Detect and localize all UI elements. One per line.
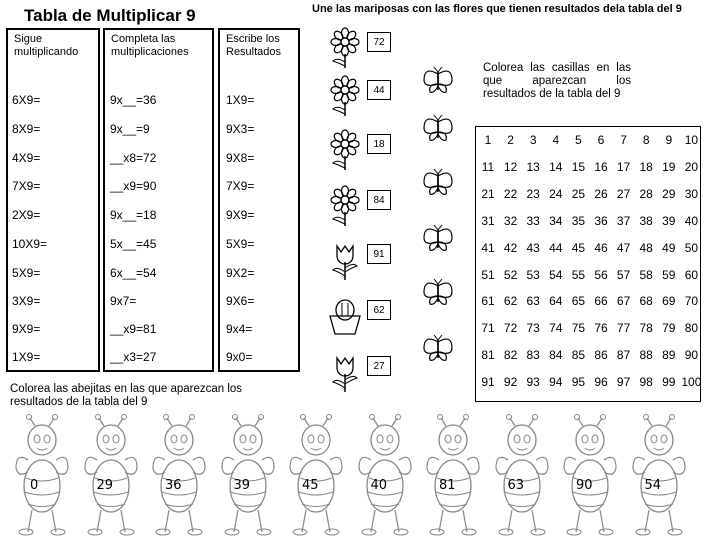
- bee-number: 63: [507, 478, 525, 493]
- grid-number-cell[interactable]: 58: [639, 267, 653, 282]
- flower-icon: [322, 26, 368, 70]
- grid-number-cell[interactable]: 43: [526, 240, 540, 255]
- grid-number-cell[interactable]: 82: [503, 348, 518, 363]
- grid-number-cell[interactable]: 21: [481, 186, 495, 201]
- exercise-cell[interactable]: 7X9=: [12, 179, 41, 193]
- grid-number-cell[interactable]: 32: [503, 213, 518, 228]
- grid-number-cell[interactable]: 9: [665, 133, 673, 147]
- butterfly-icon[interactable]: [420, 114, 456, 144]
- grid-number-cell[interactable]: 90: [684, 348, 699, 363]
- bee-icon[interactable]: [220, 412, 276, 536]
- exercise-cell[interactable]: __x9=81: [110, 322, 157, 336]
- exercise-cell[interactable]: 9x__=36: [110, 93, 157, 107]
- grid-number-cell[interactable]: 70: [684, 294, 699, 309]
- grid-number-cell[interactable]: 48: [639, 240, 653, 255]
- bee-icon[interactable]: [631, 412, 687, 536]
- flower-number-box: 62: [367, 300, 391, 320]
- bee-number: 90: [576, 478, 593, 493]
- butterfly-icon[interactable]: [420, 168, 456, 198]
- butterfly-icon[interactable]: [420, 66, 456, 96]
- grid-number-cell[interactable]: 52: [503, 267, 518, 282]
- grid-number-cell[interactable]: 67: [616, 294, 631, 309]
- grid-number-cell[interactable]: 33: [526, 213, 540, 228]
- grid-number-cell[interactable]: 38: [639, 213, 653, 228]
- exercise-cell[interactable]: 9X9=: [12, 322, 41, 336]
- grid-number-cell[interactable]: 68: [639, 294, 653, 309]
- grid-number-cell[interactable]: 34: [549, 213, 563, 228]
- butterfly-icon[interactable]: [420, 224, 456, 254]
- grid-number-cell[interactable]: 20: [684, 159, 699, 174]
- grid-number-cell[interactable]: 59: [662, 267, 676, 282]
- flower-icon: [322, 128, 368, 172]
- exercise-cell[interactable]: 9X6=: [226, 294, 255, 308]
- grid-number-cell[interactable]: 23: [526, 186, 540, 201]
- grid-number-cell[interactable]: 69: [662, 294, 676, 309]
- bee-icon[interactable]: [151, 412, 207, 536]
- grid-number-cell[interactable]: 41: [481, 240, 495, 255]
- exercise-cell[interactable]: 5x__=45: [110, 237, 157, 251]
- grid-number-cell[interactable]: 66: [594, 294, 608, 309]
- grid-number-cell[interactable]: 26: [594, 186, 608, 201]
- flower-number-box: 91: [367, 244, 391, 264]
- page-title: Tabla de Multiplicar 9: [24, 6, 196, 25]
- grid-number-cell[interactable]: 98: [639, 375, 653, 390]
- grid-number-cell[interactable]: 96: [594, 375, 608, 390]
- grid-number-cell[interactable]: 62: [503, 294, 518, 309]
- grid-number-cell[interactable]: 89: [662, 348, 676, 363]
- flower-number-box: 18: [367, 134, 391, 154]
- column-completa: [103, 28, 214, 372]
- grid-number-cell[interactable]: 35: [571, 213, 586, 228]
- bee-icon[interactable]: [288, 412, 344, 536]
- grid-number-cell[interactable]: 3: [529, 133, 537, 147]
- exercise-cell[interactable]: 3X9=: [12, 294, 41, 308]
- grid-number-cell[interactable]: 86: [594, 348, 608, 363]
- bee-number: 29: [96, 478, 114, 493]
- flower-icon: [322, 238, 368, 282]
- grid-number-cell[interactable]: 81: [481, 348, 495, 363]
- grid-number-cell[interactable]: 12: [503, 159, 518, 174]
- bee-number: 0: [30, 478, 39, 493]
- grid-number-cell[interactable]: 73: [526, 321, 540, 336]
- grid-number-cell[interactable]: 29: [662, 186, 676, 201]
- grid-number-cell[interactable]: 19: [662, 159, 676, 174]
- grid-number-cell[interactable]: 65: [571, 294, 586, 309]
- grid-number-cell[interactable]: 76: [594, 321, 608, 336]
- grid-number-cell[interactable]: 61: [481, 294, 495, 309]
- grid-number-cell[interactable]: 28: [639, 186, 653, 201]
- bee-icon[interactable]: [425, 412, 481, 536]
- grid-number-cell[interactable]: 60: [684, 267, 699, 282]
- exercise-cell[interactable]: 1X9=: [12, 350, 41, 364]
- exercise-cell[interactable]: 1X9=: [226, 93, 255, 107]
- grid-number-cell[interactable]: 99: [662, 375, 676, 390]
- column-escribe-resultados: [218, 28, 300, 372]
- grid-number-cell[interactable]: 75: [571, 321, 586, 336]
- column-header: Escribe los Resultados: [226, 33, 282, 58]
- grid-number-cell[interactable]: 72: [503, 321, 518, 336]
- grid-number-cell[interactable]: 8: [642, 133, 650, 147]
- column-header: Sigue multiplicando: [14, 33, 79, 58]
- instruction-match-butterflies: Une las mariposas con las flores que tienen resultados dela tabla del 9: [312, 3, 682, 15]
- grid-number-cell[interactable]: 6: [597, 133, 605, 147]
- flower-icon: [322, 350, 368, 394]
- grid-number-cell[interactable]: 77: [616, 321, 631, 336]
- flower-icon: [322, 294, 368, 338]
- grid-number-cell[interactable]: 100: [681, 375, 702, 390]
- grid-number-cell[interactable]: 30: [684, 186, 699, 201]
- grid-number-cell[interactable]: 10: [684, 133, 699, 147]
- grid-number-cell[interactable]: 57: [616, 267, 631, 282]
- grid-number-cell[interactable]: 85: [571, 348, 586, 363]
- flower-number-box: 84: [367, 190, 391, 210]
- exercise-cell[interactable]: __x8=72: [110, 151, 157, 165]
- grid-number-cell[interactable]: 51: [481, 267, 495, 282]
- grid-number-cell[interactable]: 4: [552, 133, 560, 147]
- grid-number-cell[interactable]: 1: [484, 133, 492, 147]
- grid-number-cell[interactable]: 93: [526, 375, 540, 390]
- flower-number-box: 72: [367, 32, 391, 52]
- flower-icon: [322, 74, 368, 118]
- column-header: Completa las multiplicaciones: [111, 33, 189, 58]
- number-grid-1-100: [475, 126, 701, 402]
- bee-icon[interactable]: [562, 412, 618, 536]
- grid-number-cell[interactable]: 44: [549, 240, 563, 255]
- exercise-cell[interactable]: 10X9=: [12, 237, 48, 251]
- grid-number-cell[interactable]: 39: [662, 213, 676, 228]
- bee-icon[interactable]: [357, 412, 413, 536]
- grid-number-cell[interactable]: 37: [616, 213, 631, 228]
- bee-icon[interactable]: [14, 412, 70, 536]
- exercise-cell[interactable]: 5X9=: [226, 237, 255, 251]
- grid-number-cell[interactable]: 47: [616, 240, 631, 255]
- grid-number-cell[interactable]: 40: [684, 213, 699, 228]
- grid-number-cell[interactable]: 80: [684, 321, 699, 336]
- grid-number-cell[interactable]: 42: [503, 240, 518, 255]
- exercise-cell[interactable]: 4X9=: [12, 151, 41, 165]
- grid-number-cell[interactable]: 49: [662, 240, 676, 255]
- grid-number-cell[interactable]: 16: [594, 159, 608, 174]
- instruction-color-bees: Colorea las abejitas en las que aparezcan los resultados de la tabla del 9: [10, 383, 243, 408]
- grid-number-cell[interactable]: 63: [526, 294, 540, 309]
- grid-number-cell[interactable]: 91: [481, 375, 495, 390]
- grid-number-cell[interactable]: 55: [571, 267, 586, 282]
- exercise-cell[interactable]: 8X9=: [12, 122, 41, 136]
- grid-number-cell[interactable]: 78: [639, 321, 653, 336]
- grid-number-cell[interactable]: 95: [571, 375, 586, 390]
- grid-number-cell[interactable]: 50: [684, 240, 699, 255]
- grid-number-cell[interactable]: 36: [594, 213, 608, 228]
- bee-icon[interactable]: [494, 412, 550, 536]
- exercise-cell[interactable]: 9x4=: [226, 322, 253, 336]
- grid-number-cell[interactable]: 46: [594, 240, 608, 255]
- grid-number-cell[interactable]: 56: [594, 267, 608, 282]
- bee-number: 40: [370, 478, 388, 493]
- grid-number-cell[interactable]: 74: [549, 321, 563, 336]
- exercise-cell[interactable]: 9X2=: [226, 266, 255, 280]
- instruction-color-grid: Colorea las casillas en las que aparezcan los resultados de la tabla del 9: [483, 62, 631, 100]
- grid-number-cell[interactable]: 53: [526, 267, 540, 282]
- grid-number-cell[interactable]: 84: [549, 348, 563, 363]
- grid-number-cell[interactable]: 88: [639, 348, 653, 363]
- grid-number-cell[interactable]: 83: [526, 348, 540, 363]
- exercise-cell[interactable]: __x3=27: [110, 350, 157, 364]
- grid-number-cell[interactable]: 79: [662, 321, 676, 336]
- grid-number-cell[interactable]: 54: [549, 267, 563, 282]
- butterfly-icon[interactable]: [420, 278, 456, 308]
- grid-number-cell[interactable]: 18: [639, 159, 653, 174]
- grid-number-cell[interactable]: 2: [507, 133, 514, 147]
- grid-number-cell[interactable]: 14: [549, 159, 563, 174]
- grid-number-cell[interactable]: 87: [616, 348, 631, 363]
- grid-number-cell[interactable]: 24: [549, 186, 563, 201]
- flower-icon: [322, 184, 368, 228]
- bee-number: 45: [302, 478, 319, 493]
- bee-number: 39: [233, 478, 251, 493]
- grid-number-cell[interactable]: 22: [503, 186, 518, 201]
- grid-number-cell[interactable]: 97: [616, 375, 631, 390]
- grid-number-cell[interactable]: 5: [575, 133, 582, 147]
- exercise-cell[interactable]: 9X3=: [226, 122, 255, 136]
- exercise-cell[interactable]: 9x__=18: [110, 208, 157, 222]
- bee-number: 54: [644, 478, 662, 493]
- grid-number-cell[interactable]: 17: [616, 159, 631, 174]
- flower-number-box: 44: [367, 80, 391, 100]
- butterfly-icon[interactable]: [420, 334, 456, 364]
- exercise-cell[interactable]: 9x0=: [226, 350, 253, 364]
- grid-number-cell[interactable]: 64: [549, 294, 563, 309]
- exercise-cell[interactable]: 9x7=: [110, 294, 137, 308]
- exercise-cell[interactable]: 7X9=: [226, 179, 255, 193]
- grid-number-cell[interactable]: 94: [549, 375, 563, 390]
- exercise-cell[interactable]: 5X9=: [12, 266, 41, 280]
- exercise-cell[interactable]: 6X9=: [12, 93, 41, 107]
- flower-number-box: 27: [367, 356, 391, 376]
- exercise-cell[interactable]: 9X8=: [226, 151, 255, 165]
- exercise-cell[interactable]: 9x__=9: [110, 122, 150, 136]
- grid-number-cell[interactable]: 71: [481, 321, 495, 336]
- grid-number-cell[interactable]: 13: [526, 159, 540, 174]
- exercise-cell[interactable]: 6x__=54: [110, 266, 157, 280]
- exercise-cell[interactable]: 2X9=: [12, 208, 41, 222]
- grid-number-cell[interactable]: 27: [616, 186, 631, 201]
- exercise-cell[interactable]: 9X9=: [226, 208, 255, 222]
- bee-number: 36: [165, 478, 182, 493]
- grid-number-cell[interactable]: 45: [571, 240, 586, 255]
- grid-number-cell[interactable]: 31: [481, 213, 495, 228]
- column-sigue-multiplicando: [6, 28, 100, 372]
- bee-icon[interactable]: [83, 412, 139, 536]
- grid-number-cell[interactable]: 25: [571, 186, 586, 201]
- grid-number-cell[interactable]: 11: [481, 159, 495, 174]
- grid-number-cell[interactable]: 15: [571, 159, 586, 174]
- grid-number-cell[interactable]: 7: [620, 133, 627, 147]
- bee-number: 81: [439, 478, 456, 493]
- grid-number-cell[interactable]: 92: [503, 375, 518, 390]
- exercise-cell[interactable]: __x9=90: [110, 179, 157, 193]
